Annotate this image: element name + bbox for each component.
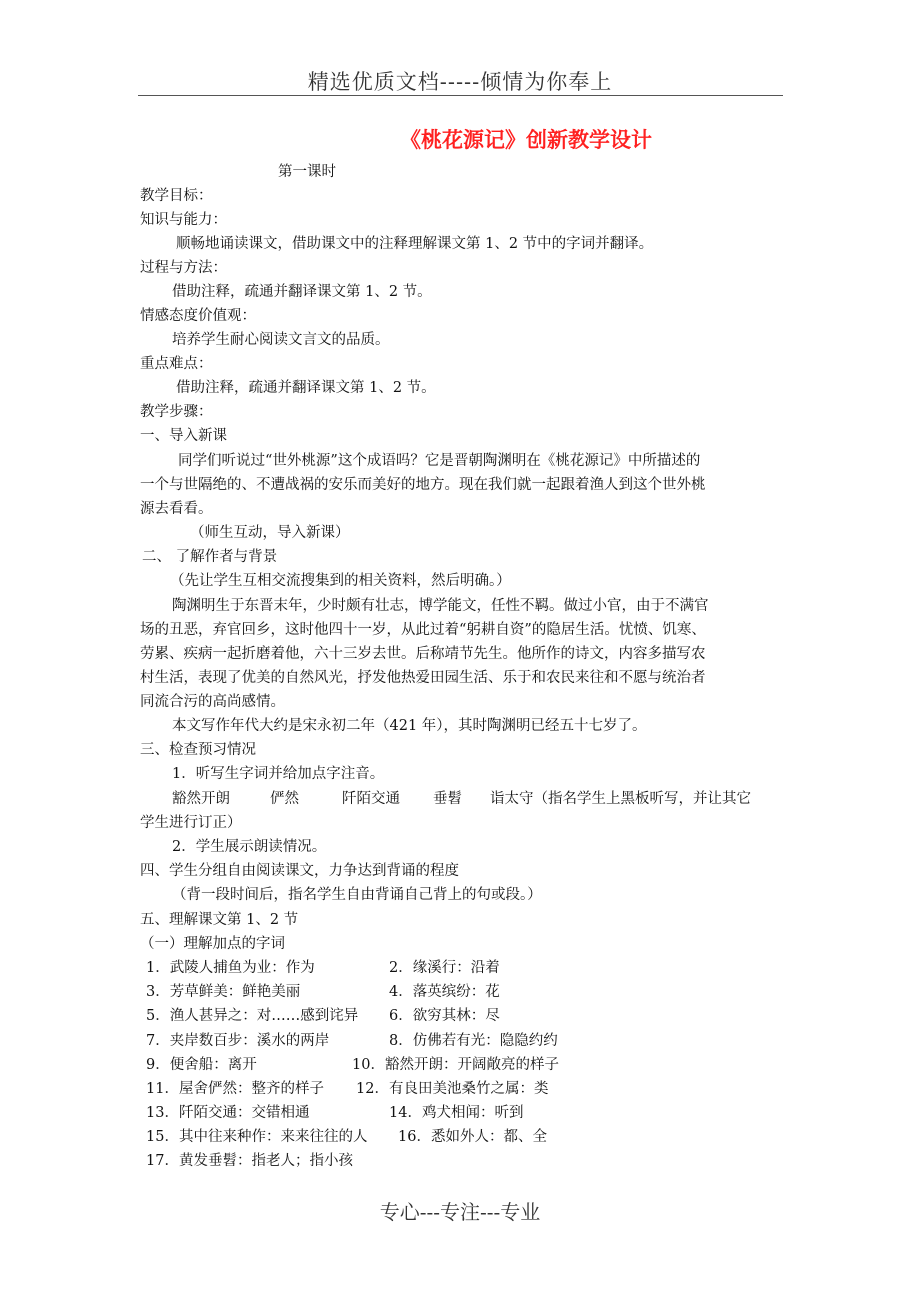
- body-line: 一个与世隔绝的、不遭战祸的安乐而美好的地方。现在我们就一起跟着渔人到这个世外桃: [140, 477, 706, 493]
- body-line: 1．听写生字词并给加点字注音。: [172, 766, 385, 782]
- vocab-item: 1．武陵人捕鱼为业：作为: [146, 960, 315, 976]
- section-heading: 知识与能力：: [140, 212, 227, 228]
- vocab-word: 诣太守（指名学生上黑板听写，并让其它: [490, 791, 751, 807]
- vocab-word: 阡陌交通: [342, 791, 400, 807]
- step-heading: 三、检查预习情况: [140, 742, 256, 758]
- vocab-item: 2．缘溪行：沿着: [389, 960, 500, 976]
- step-heading: 二、 了解作者与背景: [142, 549, 278, 565]
- vocab-item: 10．豁然开朗：开阔敞亮的样子: [352, 1057, 559, 1073]
- vocab-item: 16．悉如外人：都、全: [398, 1129, 547, 1145]
- step-heading: 一、导入新课: [140, 428, 227, 444]
- body-line: 劳累、疾病一起折磨着他，六十三岁去世。后称靖节先生。他所作的诗文，内容多描写农: [140, 646, 706, 662]
- body-line: （先让学生互相交流搜集到的相关资料，然后明确。）: [170, 573, 511, 589]
- vocab-word: 豁然开朗: [172, 791, 230, 807]
- vocab-word: 俨然: [270, 791, 299, 807]
- body-line: 本文写作年代大约是宋永初二年（421 年），其时陶渊明已经五十七岁了。: [172, 718, 647, 734]
- body-line: 场的丑恶，弃官回乡，这时他四十一岁，从此过着“躬耕自资”的隐居生活。忧愤、饥寒、: [140, 622, 706, 638]
- section-heading: 重点难点：: [140, 356, 213, 372]
- body-line: （师生互动，导入新课）: [190, 525, 350, 541]
- vocab-word: 垂髫: [433, 791, 462, 807]
- body-line: 培养学生耐心阅读文言文的品质。: [172, 332, 390, 348]
- vocab-item: 13．阡陌交通：交错相通: [146, 1105, 310, 1121]
- vocab-item: 11．屋舍俨然：整齐的样子: [146, 1081, 324, 1097]
- vocab-item: 8．仿佛若有光：隐隐约约: [389, 1033, 558, 1049]
- vocab-item: 17．黄发垂髫：指老人；指小孩: [146, 1153, 353, 1169]
- body-line: 同流合污的高尚感情。: [140, 694, 285, 710]
- vocab-item: 9．便舍船：离开: [146, 1057, 257, 1073]
- vocab-item: 14．鸡犬相闻：听到: [389, 1105, 524, 1121]
- body-line: （背一段时间后，指名学生自由背诵自己背上的句或段。）: [172, 887, 542, 903]
- body-line: 顺畅地诵读课文，借助课文中的注释理解课文第 1、2 节中的字词并翻译。: [176, 236, 654, 252]
- section-heading: 教学步骤：: [140, 404, 213, 420]
- step-heading: 四、学生分组自由阅读课文，力争达到背诵的程度: [140, 863, 459, 879]
- vocab-item: 3．芳草鲜美：鲜艳美丽: [146, 984, 301, 1000]
- vocab-item: 6．欲穷其林：尽: [389, 1008, 500, 1024]
- header-divider: [138, 95, 783, 96]
- lesson-label: 第一课时: [278, 164, 336, 180]
- vocab-item: 7．夹岸数百步：溪水的两岸: [146, 1033, 330, 1049]
- vocab-item: 15．其中往来种作：来来往往的人: [146, 1129, 368, 1145]
- body-line: 陶渊明生于东晋末年，少时颇有壮志，博学能文，任性不羁。做过小官，由于不满官: [172, 598, 709, 614]
- page-footer: 专心---专注---专业: [379, 1200, 541, 1224]
- body-line: 源去看看。: [140, 501, 213, 517]
- section-heading: 情感态度价值观：: [140, 308, 256, 324]
- document-title: 《桃花源记》创新教学设计: [400, 128, 652, 152]
- body-line: 借助注释，疏通并翻译课文第 1、2 节。: [172, 284, 432, 300]
- vocab-item: 5．渔人甚异之：对……感到诧异: [146, 1008, 359, 1024]
- body-line: 借助注释，疏通并翻译课文第 1、2 节。: [176, 380, 436, 396]
- body-line: 2．学生展示朗读情况。: [172, 839, 327, 855]
- section-heading: 教学目标：: [140, 188, 213, 204]
- section-heading: 过程与方法：: [140, 260, 227, 276]
- page-header: 精选优质文档-----倾情为你奉上: [307, 70, 613, 94]
- body-line: 学生进行订正）: [140, 815, 242, 831]
- step-heading: 五、理解课文第 1、2 节: [140, 912, 299, 928]
- sub-heading: （一）理解加点的字词: [140, 936, 285, 952]
- vocab-item: 4．落英缤纷：花: [389, 984, 500, 1000]
- vocab-item: 12．有良田美池桑竹之属：类: [356, 1081, 549, 1097]
- body-line: 村生活，表现了优美的自然风光，抒发他热爱田园生活、乐于和农民来往和不愿与统治者: [140, 670, 706, 686]
- body-line: 同学们听说过“世外桃源”这个成语吗？它是晋朝陶渊明在《桃花源记》中所描述的: [178, 453, 701, 469]
